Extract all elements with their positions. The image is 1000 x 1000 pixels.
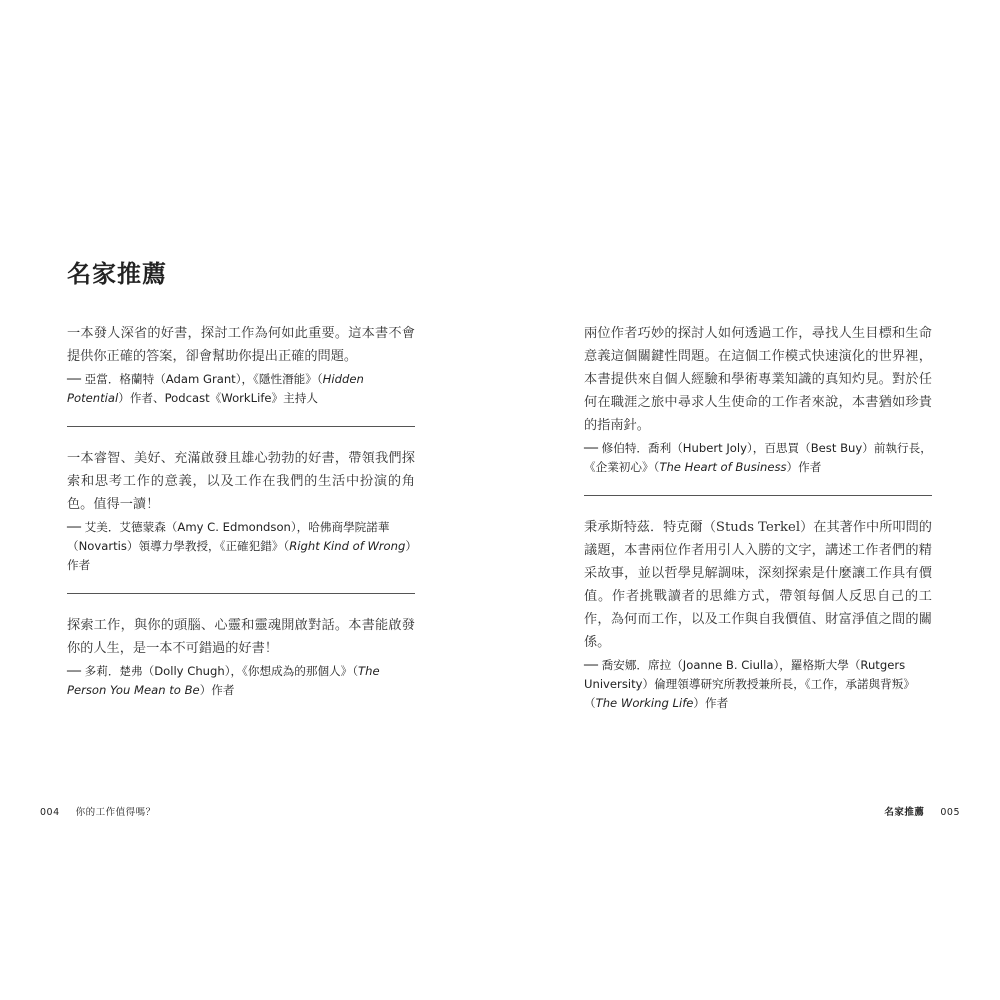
recommendation xyxy=(67,447,415,575)
recommendation-attribution xyxy=(67,370,415,408)
page-title: 名家推薦 xyxy=(67,260,167,288)
book-title: Right Kind of Wrong xyxy=(289,539,406,553)
book-title: Hidden Potential xyxy=(67,372,364,405)
recommendation-attribution xyxy=(67,518,415,575)
right-column xyxy=(584,322,932,713)
page-number: 005 xyxy=(940,807,960,818)
attribution-text: ── 多莉．楚弗（Dolly Chugh），《你想成為的那個人》（ xyxy=(67,664,359,678)
book-title: The Heart of Business xyxy=(659,460,787,474)
attribution-text: ）作者 xyxy=(786,460,822,474)
recommendation xyxy=(584,322,932,477)
recommendation xyxy=(584,516,932,713)
divider xyxy=(67,593,415,594)
recommendation-text: 一本睿智、美好、充滿啟發且雄心勃勃的好書，帶領我們探索和思考工作的意義，以及工作在我們的生活中扮演的角色。值得一讀！ xyxy=(67,451,415,512)
running-title: 你的工作值得嗎？ xyxy=(75,807,156,818)
attribution-text: ）作者、Podcast《WorkLife》主持人 xyxy=(118,391,318,405)
recommendation-attribution xyxy=(584,439,932,477)
running-title: 名家推薦 xyxy=(884,807,925,818)
attribution-text: ── 修伯特．喬利（Hubert Joly），百思買（Best Buy）前執行長，《企業初心》（ xyxy=(584,441,932,474)
recommendation xyxy=(67,322,415,408)
attribution-text: ── 艾美．艾德蒙森（Amy C. Edmondson），哈佛商學院諾華（Novartis）領導力學教授，《正確犯錯》（ xyxy=(67,520,390,553)
book-title: The Working Life xyxy=(595,696,694,710)
divider xyxy=(584,495,932,496)
left-column xyxy=(67,322,415,700)
divider xyxy=(67,426,415,427)
book-title: The Person You Mean to Be xyxy=(67,664,380,697)
attribution-text: ── 亞當．格蘭特（Adam Grant），《隱性潛能》（ xyxy=(67,372,323,386)
recommendation-text: 一本發人深省的好書，探討工作為何如此重要。這本書不會提供你正確的答案，卻會幫助你提出正確的問題。 xyxy=(67,326,415,364)
attribution-text: ）作者 xyxy=(199,683,235,697)
recommendation-text: 兩位作者巧妙的探討人如何透過工作，尋找人生目標和生命意義這個關鍵性問題。在這個工作模式快速演化的世界裡，本書提供來自個人經驗和學術專業知識的真知灼見。對於任何在職涯之旅中尋求人生使命的工作者來說，本書猶如珍貴的指南針。 xyxy=(584,326,932,433)
recommendation-attribution xyxy=(584,656,932,713)
attribution-text: ）作者 xyxy=(67,539,412,572)
page-number: 004 xyxy=(40,807,60,818)
attribution-text: ）作者 xyxy=(693,696,729,710)
recommendation-text: 探索工作，與你的頭腦、心靈和靈魂開啟對話。本書能啟發你的人生，是一本不可錯過的好書！ xyxy=(67,618,415,656)
recommendation xyxy=(67,614,415,700)
attribution-text: ── 喬安娜．席拉（Joanne B. Ciulla），羅格斯大學（Rutgers University）倫理領導研究所教授兼所長，《工作，承諾與背叛》（ xyxy=(584,658,915,710)
recommendation-attribution xyxy=(67,662,415,700)
recommendation-text: 秉承斯特茲．特克爾（Studs Terkel）在其著作中所叩問的議題，本書兩位作者用引人入勝的文字，講述工作者們的精采故事，並以哲學見解調味，深刻探索是什麼讓工作具有價值。作者挑戰讀者的思維方式，帶領每個人反思自己的工作，為何而工作，以及工作與自我價值、財富淨值之間的關係。 xyxy=(584,520,932,650)
right-page-footer xyxy=(884,804,960,818)
left-page-footer xyxy=(40,804,156,818)
